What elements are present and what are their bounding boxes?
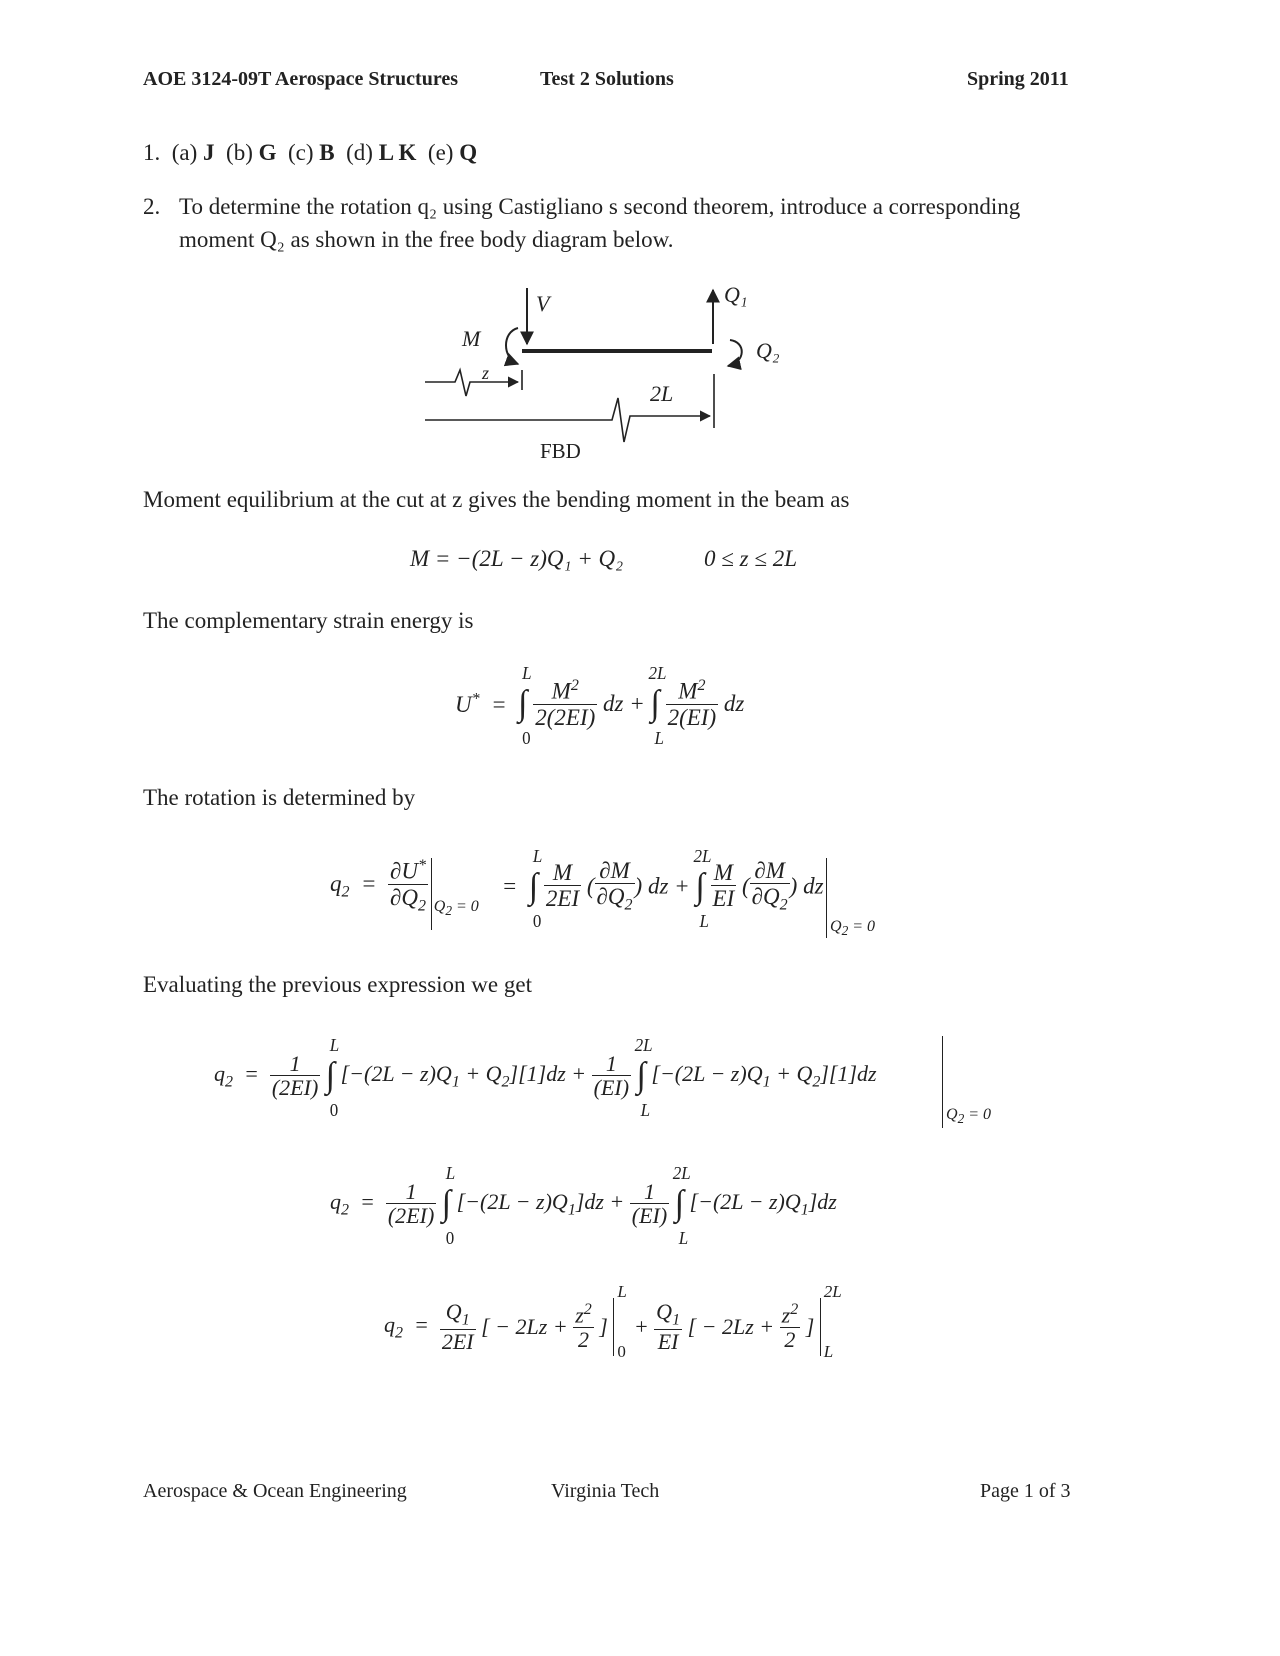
q1-answer-e: Q <box>459 140 478 165</box>
eq-energy: U* = ∫ L 0 $\frac{M^2}{2(2EI)}$ dz + ∫ 2L L $\frac{M^2}{2(EI)}$ dz <box>455 663 745 749</box>
header-course: AOE 3124-09T Aerospace Structures <box>143 68 458 90</box>
q2-intro-line1: To determine the rotation q₂ using Castigliano s second theorem, introduce a corresponding <box>179 194 1021 219</box>
q1-line <box>143 140 477 166</box>
text-evaluating: Evaluating the previous expression we get <box>143 972 532 997</box>
footer-left: Aerospace & Ocean Engineering <box>143 1480 407 1502</box>
q1-number: 1. <box>143 140 161 165</box>
eval-bar-2 <box>826 858 827 938</box>
label-V: V <box>536 291 550 316</box>
label-M: M <box>462 326 481 351</box>
label-Q2: Q₂ <box>756 338 780 363</box>
text-moment: Moment equilibrium at the cut at z gives the bending moment in the beam as <box>143 487 850 512</box>
text-energy: The complementary strain energy is <box>143 608 474 633</box>
header-title: Test 2 Solutions <box>540 68 674 90</box>
z-dimension <box>425 370 518 396</box>
eq-evaluate-1: $q_2$ = $\frac{1}{(2EI)}$ ∫ L 0 $[-(2L - z)Q_1 + Q_2][1]dz$ + $\frac{1}{(EI)}$ ∫ 2L L $[-(2L - z)Q_1 + Q_2][1]dz$ <box>214 1035 877 1121</box>
q1-answer-d-label: (d) <box>346 140 373 165</box>
q1-answer-b-label: (b) <box>226 140 253 165</box>
eval-bar-3 <box>942 1036 943 1128</box>
q1-answer-d: L K <box>378 140 417 165</box>
moment-M-arrow <box>506 328 518 364</box>
text-rotation: The rotation is determined by <box>143 785 416 810</box>
q1-answer-a: J <box>203 140 215 165</box>
label-Q1: Q₁ <box>724 282 748 307</box>
q1-answer-e-label: (e) <box>427 140 454 165</box>
eq-moment: M = −(2L − z)Q₁ + Q₂ <box>410 546 624 571</box>
eval-bar-2-label: $Q_2 = 0$ <box>830 918 876 939</box>
q1-answer-b: G <box>258 140 277 165</box>
eq-evaluate-3: $q_2$ = $\frac{Q_1}{2EI}$ [ − 2Lz + $\frac{z^2}{2}$ ] L 0 + $\frac{Q_1}{EI}$ [ − 2Lz + $\frac{z^2}{2}$ ] 2L L <box>384 1298 845 1356</box>
header-term: Spring 2011 <box>967 68 1069 90</box>
q2-number: 2. <box>143 194 161 219</box>
Q2-arrow <box>728 340 742 366</box>
label-z: z <box>482 363 490 383</box>
q2-intro-line2: moment Q₂ as shown in the free body diagram below. <box>179 227 674 252</box>
footer-center: Virginia Tech <box>551 1480 660 1502</box>
eval-bar-3-label: $Q_2 = 0$ <box>946 1106 992 1127</box>
q1-answer-a-label: (a) <box>171 140 198 165</box>
free-body-diagram <box>410 278 810 468</box>
eq-rotation: $q_2$ = $\frac{\partial U^*}{\partial Q_2}$ $_{Q_2 = 0}$ = ∫ L 0 $\frac{M}{2EI}$ ( $\frac{\partial M}{\partial Q_2}$ ) dz + ∫ 2L L $\frac{M}{EI}$ ( $\frac{\partial M}{\partial Q_2}$ ) dz <box>330 845 824 931</box>
q1-answer-c-label: (c) <box>288 140 314 165</box>
eq-moment-range: 0 ≤ z ≤ 2L <box>704 546 797 571</box>
eq-evaluate-2: $q_2$ = $\frac{1}{(2EI)}$ ∫ L 0 $[-(2L - z)Q_1]dz$ + $\frac{1}{(EI)}$ ∫ 2L L $[-(2L - z)Q_1]dz$ <box>330 1163 837 1249</box>
label-2L: 2L <box>650 381 674 406</box>
q1-answer-c: B <box>319 140 335 165</box>
footer-right: Page 1 of 3 <box>980 1480 1071 1502</box>
fbd-caption: FBD <box>540 439 581 463</box>
eval-bar-1 <box>431 858 432 930</box>
